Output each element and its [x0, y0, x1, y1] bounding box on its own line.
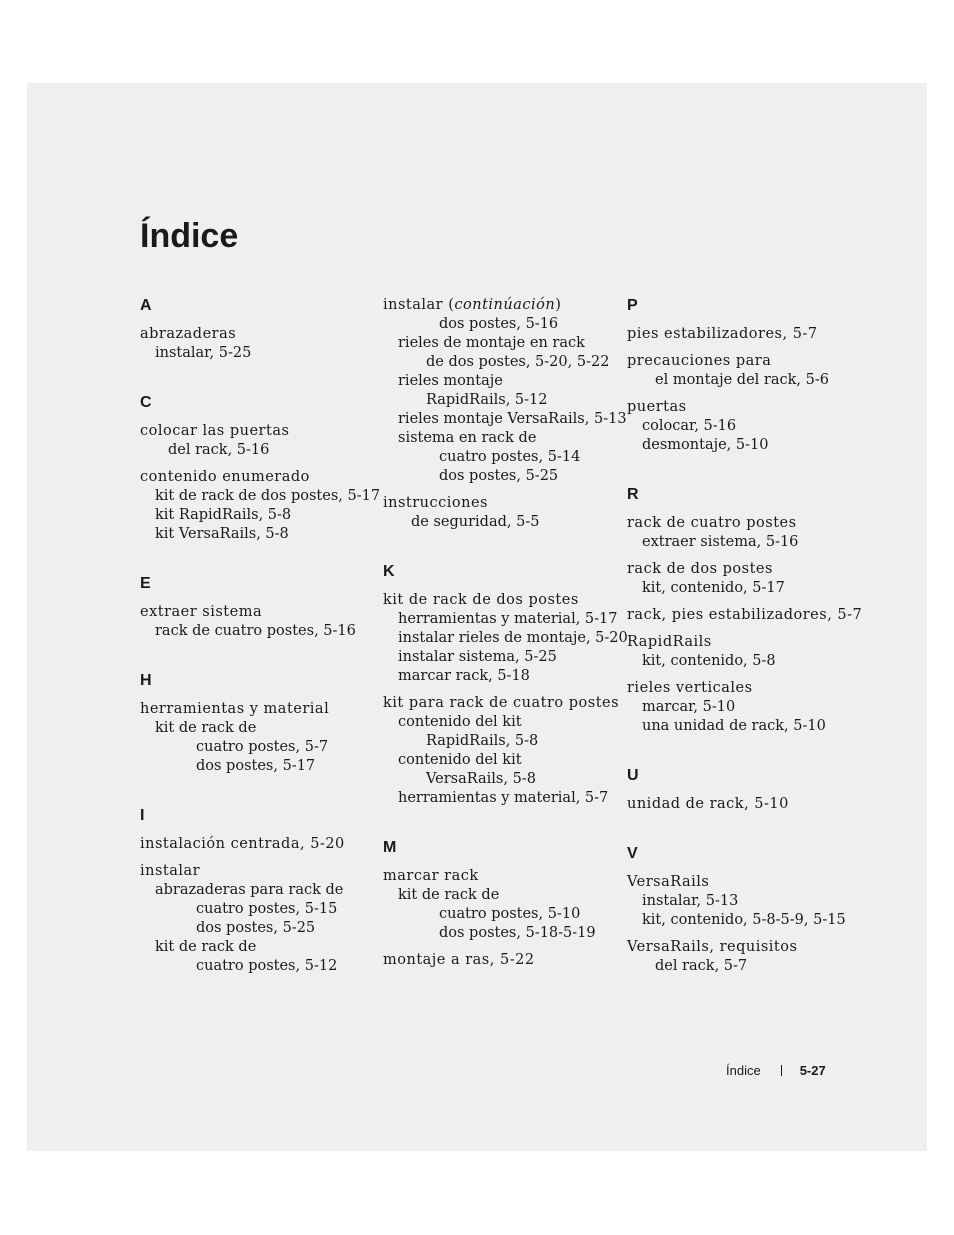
index-subentry: kit, contenido, 5-17: [642, 580, 785, 596]
index-subentry: cuatro postes, 5-15: [196, 901, 338, 917]
index-letter-heading: I: [140, 807, 145, 824]
index-subentry: cuatro postes, 5-14: [439, 449, 581, 465]
index-subentry: cuatro postes, 5-12: [196, 958, 338, 974]
index-subentry: instalar, 5-13: [642, 893, 739, 909]
index-entry: puertas: [627, 399, 687, 415]
index-entry: abrazaderas: [140, 326, 237, 342]
entry-text-end: ): [555, 297, 562, 313]
index-subentry: kit de rack de: [155, 720, 257, 736]
index-entry: VersaRails: [627, 874, 710, 890]
index-subentry: rieles montaje VersaRails, 5-13: [398, 411, 627, 427]
index-entry: colocar las puertas: [140, 423, 290, 439]
index-subentry: VersaRails, 5-8: [426, 771, 536, 787]
index-entry: instrucciones: [383, 495, 488, 511]
index-subentry: instalar rieles de montaje, 5-20: [398, 630, 628, 646]
index-subentry: rack de cuatro postes, 5-16: [155, 623, 356, 639]
index-column-3: [627, 296, 863, 976]
index-letter-heading: C: [140, 394, 152, 411]
page-number: 5-27: [799, 1063, 826, 1078]
index-subentry: dos postes, 5-18-5-19: [439, 925, 596, 941]
index-subentry: contenido del kit: [398, 714, 522, 730]
index-subentry: RapidRails, 5-12: [426, 392, 548, 408]
index-letter-heading: M: [383, 839, 397, 856]
index-letter-heading: K: [383, 563, 395, 580]
index-entry: instalar: [140, 863, 201, 879]
index-entry: rieles verticales: [627, 680, 753, 696]
index-subentry: dos postes, 5-25: [439, 468, 559, 484]
index-entry: rack de cuatro postes: [627, 515, 797, 531]
index-subentry: contenido del kit: [398, 752, 522, 768]
index-column-2: [383, 296, 628, 970]
continued-note: continúación: [454, 297, 556, 313]
footer-separator: [781, 1065, 782, 1076]
index-subentry: kit, contenido, 5-8: [642, 653, 776, 669]
index-entry: rack, pies estabilizadores, 5-7: [627, 607, 863, 623]
index-subentry: kit de rack de: [155, 939, 257, 955]
index-entry: precauciones para: [627, 353, 772, 369]
index-entry: herramientas y material: [140, 701, 330, 717]
index-entry: kit de rack de dos postes: [383, 592, 579, 608]
index-subentry: del rack, 5-16: [168, 442, 270, 458]
index-subentry: dos postes, 5-16: [439, 316, 559, 332]
index-letter-heading: H: [140, 672, 152, 689]
index-letter-heading: V: [627, 845, 638, 862]
footer-label: Índice: [726, 1063, 761, 1078]
index-subentry: colocar, 5-16: [642, 418, 737, 434]
index-letter-heading: E: [140, 575, 151, 592]
index-entry: kit para rack de cuatro postes: [383, 695, 620, 711]
index-subentry: instalar sistema, 5-25: [398, 649, 557, 665]
index-subentry: herramientas y material, 5-7: [398, 790, 609, 806]
index-letter-heading: P: [627, 297, 638, 314]
index-column-1: [140, 296, 381, 976]
index-subentry: kit, contenido, 5-8-5-9, 5-15: [642, 912, 846, 928]
index-subentry: cuatro postes, 5-7: [196, 739, 329, 755]
index-subentry: sistema en rack de: [398, 430, 537, 446]
index-subentry: rieles de montaje en rack: [398, 335, 585, 351]
index-subentry: del rack, 5-7: [655, 958, 748, 974]
index-entry: marcar rack: [383, 868, 479, 884]
index-subentry: kit de rack de dos postes, 5-17: [155, 488, 381, 504]
index-subentry: dos postes, 5-25: [196, 920, 316, 936]
index-subentry: marcar, 5-10: [642, 699, 736, 715]
index-subentry: abrazaderas para rack de: [155, 882, 344, 898]
index-subentry: el montaje del rack, 5-6: [655, 372, 829, 388]
index-letter-heading: R: [627, 486, 639, 503]
index-entry: pies estabilizadores, 5-7: [627, 326, 818, 342]
entry-text: instalar (: [383, 297, 455, 313]
index-subentry: de dos postes, 5-20, 5-22: [426, 354, 610, 370]
index-subentry: RapidRails, 5-8: [426, 733, 539, 749]
index-subentry: marcar rack, 5-18: [398, 668, 530, 684]
index-subentry: kit RapidRails, 5-8: [155, 507, 292, 523]
index-subentry: kit VersaRails, 5-8: [155, 526, 289, 542]
index-subentry: kit de rack de: [398, 887, 500, 903]
index-subentry: dos postes, 5-17: [196, 758, 316, 774]
page-footer: [726, 1062, 826, 1080]
index-subentry: cuatro postes, 5-10: [439, 906, 581, 922]
index-entry: VersaRails, requisitos: [627, 939, 798, 955]
index-entry: contenido enumerado: [140, 469, 310, 485]
page-title: Índice: [140, 217, 239, 255]
index-entry: extraer sistema: [140, 604, 263, 620]
index-letter-heading: U: [627, 767, 639, 784]
index-entry: instalación centrada, 5-20: [140, 836, 345, 852]
index-entry: rack de dos postes: [627, 561, 773, 577]
index-subentry: herramientas y material, 5-17: [398, 611, 618, 627]
index-letter-heading: A: [140, 297, 152, 314]
index-subentry: rieles montaje: [398, 373, 503, 389]
index-subentry: extraer sistema, 5-16: [642, 534, 799, 550]
index-subentry: instalar, 5-25: [155, 345, 252, 361]
index-entry: unidad de rack, 5-10: [627, 796, 789, 812]
index-entry: montaje a ras, 5-22: [383, 952, 535, 968]
index-subentry: de seguridad, 5-5: [411, 514, 540, 530]
index-entry: RapidRails: [627, 634, 712, 650]
index-subentry: desmontaje, 5-10: [642, 437, 769, 453]
index-subentry: una unidad de rack, 5-10: [642, 718, 826, 734]
index-entry-continued: [383, 296, 615, 315]
